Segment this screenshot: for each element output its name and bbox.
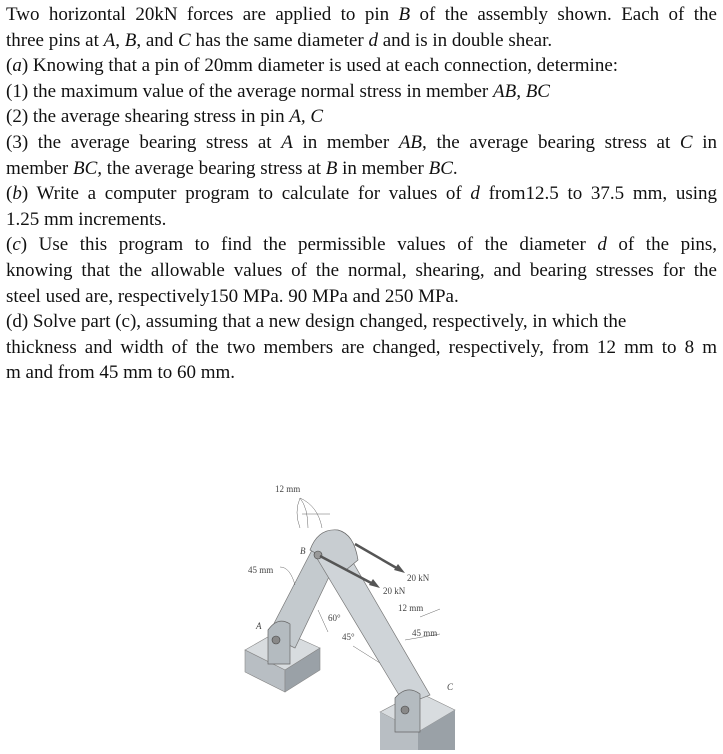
italic-symbol: AB, BC [492,80,550,102]
label-force-2: 20 kN [383,586,406,596]
label-width-bc: 45 mm [412,628,438,638]
text-line [6,258,717,284]
text-line [6,79,717,105]
italic-symbol: B [124,29,137,51]
text-line [6,309,717,335]
text-segment: ( [6,234,13,256]
assembly-figure [240,470,470,750]
text-line [6,181,717,207]
text-segment: in member [337,157,429,179]
italic-symbol: b [12,183,22,205]
text-segment: thickness and width of the two members are changed, respectively, from 12 mm to 8 m [6,336,717,358]
text-line [6,335,717,361]
italic-symbol: A [281,131,293,153]
text-segment: (2) the average shearing stress in pin [6,106,290,128]
text-segment: of the assembly shown. Each of the [410,4,717,25]
italic-symbol: BC, [73,157,103,179]
text-segment: the average bearing stress at [426,131,680,153]
text-segment: . [452,157,458,179]
italic-symbol: A, C [289,106,324,128]
pin-a-icon [272,636,280,644]
italic-symbol: C [679,131,693,153]
text-segment: (3) the average bearing stress at [6,131,282,153]
text-segment: ( [6,183,13,205]
text-line [6,232,717,258]
text-line [6,28,717,54]
label-a: A [256,621,262,631]
text-line [6,360,717,386]
text-line [6,156,717,182]
text-segment: from12.5 to 37.5 mm, using [479,183,717,205]
label-force-1: 20 kN [407,573,430,583]
pin-c-icon [401,706,409,714]
italic-symbol: a [12,55,22,77]
italic-symbol: d [470,183,480,205]
label-thickness-bc: 12 mm [398,603,424,613]
text-segment: has the same diameter [190,29,369,51]
italic-symbol: c [12,234,21,256]
italic-symbol: d [597,234,607,256]
italic-symbol: B [325,157,338,179]
text-segment: in member [292,131,399,153]
text-line [6,2,717,28]
italic-symbol: A [103,29,116,51]
label-thickness-top: 12 mm [275,484,301,494]
italic-symbol: AB, [398,131,427,153]
text-segment: Two horizontal 20kN forces are applied to pin [6,4,399,25]
text-segment: m and from 45 mm to 60 mm. [6,362,236,384]
text-segment: the average bearing stress at [102,157,326,179]
text-segment: knowing that the allowable values of the normal, shearing, and bearing stresses for the [6,259,717,281]
text-segment: , [115,29,125,51]
text-segment: ) Use this program to find the permissible values of the diameter [20,234,598,256]
label-c: C [447,682,454,692]
text-segment: and is in double shear. [378,29,553,51]
text-segment: steel used are, respectively150 MPa. 90 MPa and 250 MPa. [6,285,459,307]
text-segment: ( [6,55,13,77]
text-segment: (d) Solve part (c), assuming that a new design changed, respectively, in which the [6,311,627,333]
italic-symbol: BC [428,157,453,179]
text-segment: 1.25 mm increments. [6,208,167,230]
text-line [6,130,717,156]
label-angle-45: 45° [342,632,355,642]
text-segment: three pins at [6,29,104,51]
italic-symbol: d [368,29,378,51]
problem-statement [6,2,717,386]
text-line [6,104,717,130]
text-segment: member [6,157,74,179]
italic-symbol: C [178,29,191,51]
text-line [6,53,717,79]
italic-symbol: B [398,4,411,25]
text-segment: ) Knowing that a pin of 20mm diameter is used at each connection, determine: [21,55,619,77]
force-arrow-1 [355,544,400,570]
label-angle-60: 60° [328,613,341,623]
label-b: B [300,546,306,556]
text-segment: , and [136,29,179,51]
text-segment: of the pins, [606,234,717,256]
text-line [6,284,717,310]
text-segment: ) Write a computer program to calculate for values of [21,183,471,205]
text-line [6,207,717,233]
label-width-ab: 45 mm [248,565,274,575]
text-segment: (1) the maximum value of the average normal stress in member [6,80,493,102]
text-segment: in [692,131,717,153]
